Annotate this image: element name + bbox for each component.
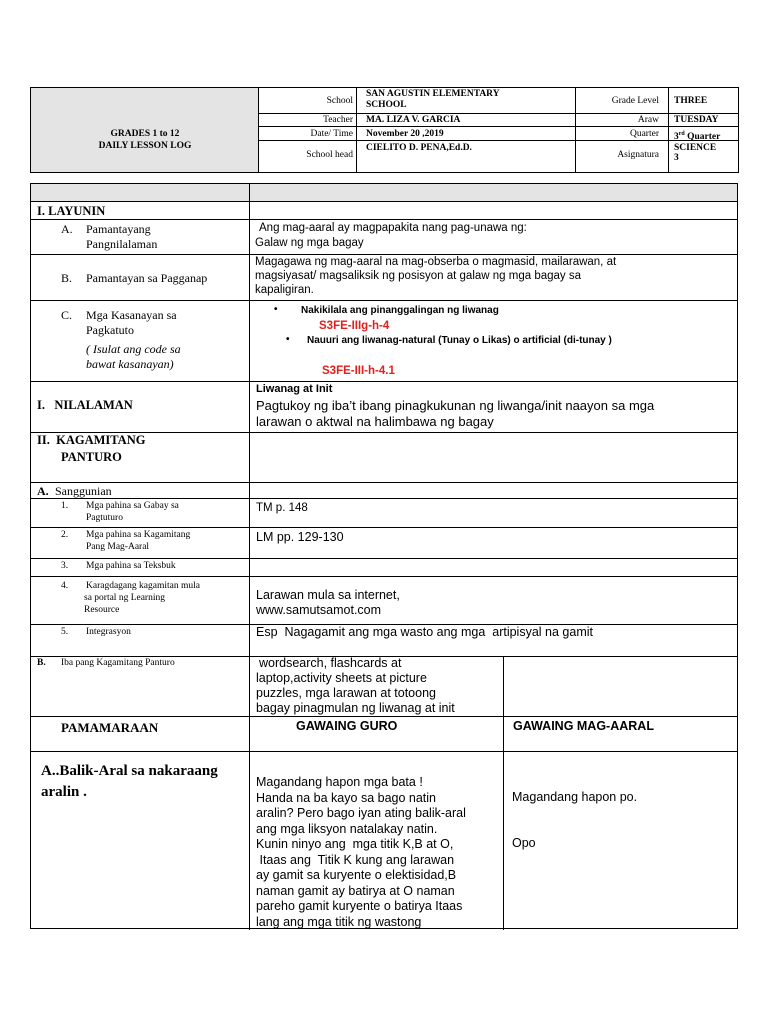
school-label: School	[326, 96, 353, 106]
gawaing-guro-heading: GAWAING GURO	[296, 719, 398, 733]
subject-label: Asignatura	[617, 150, 659, 160]
nilalaman-heading: I. NILALAMAN	[37, 398, 133, 412]
guro-line: naman gamit ay batirya at O naman	[256, 883, 455, 898]
lesson-table	[30, 183, 738, 929]
teacher-value: MA. LIZA V. GARCIA	[366, 115, 461, 125]
quarter-value	[674, 129, 720, 142]
grade-value: THREE	[674, 96, 708, 106]
item-3-num: 3.	[61, 561, 69, 571]
guro-line: Magandang hapon mga bata !	[256, 775, 423, 789]
layunin-c-label-2: Pagkatuto	[86, 323, 134, 337]
teacher-label: Teacher	[323, 115, 353, 125]
magaaral-response-1: Magandang hapon po.	[512, 790, 638, 804]
quarter-label: Quarter	[629, 129, 659, 139]
item-2-num: 2.	[61, 530, 69, 540]
layunin-a-letter: A.	[61, 222, 73, 236]
layunin-a-text-1: Ang mag-aaral ay magpapakita nang pag-unawa ng:	[259, 222, 527, 234]
item-3-label-1: Mga pahina sa Teksbuk	[86, 561, 176, 571]
layunin-b-text-3: kapaligiran.	[255, 284, 314, 296]
table-header-row	[31, 184, 737, 201]
balik-aral-label-1: A..Balik-Aral sa nakaraang	[41, 763, 218, 779]
item-1-label-1: Mga pahina sa Gabay sa	[86, 501, 179, 511]
layunin-b-label: Pamantayan sa Pagganap	[86, 271, 208, 285]
guro-line: Itaas ang Titik K kung ang larawan	[256, 852, 455, 867]
guro-line: pareho gamit kuryente o batirya Itaas	[256, 899, 463, 913]
header-title-line1: GRADES 1 to 12	[110, 129, 180, 139]
item-5-num: 5.	[61, 627, 69, 637]
school-head-value: CIELITO D. PENA,Ed.D.	[366, 143, 472, 153]
gawaing-guro-content	[256, 775, 501, 930]
magaaral-response-2: Opo	[512, 836, 536, 850]
sanggunian-label: Sanggunian	[55, 484, 112, 498]
item-1-value: TM p. 148	[256, 502, 308, 514]
gawaing-magaaral-heading: GAWAING MAG-AARAL	[513, 719, 654, 733]
layunin-b-letter: B.	[61, 271, 73, 285]
pamamaraan-heading: PAMAMARAAN	[61, 720, 159, 735]
kagamitan-heading-1: II. KAGAMITANG	[37, 433, 146, 447]
layunin-c-label-1: Mga Kasanayan sa	[86, 308, 177, 322]
layunin-b-text-2: magsiyasat/ magsaliksik ng posisyon at galaw ng mga bagay sa	[255, 270, 582, 282]
iba-pang-text-1: wordsearch, flashcards at	[259, 656, 402, 670]
item-4-label-1: Karagdagang kagamitan mula	[86, 581, 200, 591]
quarter-word: Quarter	[687, 132, 721, 143]
quarter-suffix: rd	[678, 131, 685, 137]
layunin-c-code-2: S3FE-III-h-4.1	[322, 365, 395, 377]
iba-pang-text-2: laptop,activity sheets at picture	[256, 671, 427, 685]
item-4-value-1: Larawan mula sa internet,	[256, 588, 400, 602]
layunin-c-bullet-1: Nakikilala ang pinanggalingan ng liwanag	[301, 305, 499, 316]
layunin-c-label-3: ( Isulat ang code sa	[86, 342, 181, 356]
item-2-label-2: Pang Mag-Aaral	[86, 542, 150, 552]
layunin-c-code-1: S3FE-IIIg-h-4	[319, 320, 390, 332]
guro-line: Kunin ninyo ang mga titik K,B at O,	[256, 837, 454, 851]
guro-line: ay gamit sa kuryente o elektisidad,B	[256, 868, 457, 882]
layunin-c-label-4: bawat kasanayan)	[86, 357, 174, 371]
guro-line: aralin? Pero bago iyan ating balik-aral	[256, 806, 466, 820]
header-title-cell	[31, 88, 259, 172]
iba-pang-label: Iba pang Kagamitang Panturo	[61, 658, 175, 668]
iba-pang-text-4: bagay pinagmulan ng liwanag at init	[256, 701, 455, 715]
item-1-label-2: Pagtuturo	[86, 513, 123, 523]
item-2-value: LM pp. 129-130	[256, 530, 344, 544]
subject-value-2: 3	[674, 153, 679, 163]
item-4-value-2: www.samutsamot.com	[256, 603, 382, 617]
iba-pang-letter: B.	[37, 658, 46, 668]
header-title-line2: DAILY LESSON LOG	[98, 141, 192, 151]
araw-label: Araw	[637, 115, 659, 125]
layunin-a-label-1: Pamantayang	[86, 222, 151, 236]
grade-label: Grade Level	[611, 96, 659, 106]
layunin-c-bullet-2: Nauuri ang liwanag-natural (Tunay o Likas) o artificial (di-tunay )	[307, 335, 612, 346]
school-head-label: School head	[306, 150, 353, 160]
layunin-b-text-1: Magagawa ng mag-aaral na mag-obserba o magmasid, mailarawan, at	[255, 256, 617, 268]
layunin-a-text-2: Galaw ng mga bagay	[255, 237, 364, 249]
layunin-heading: I. LAYUNIN	[37, 204, 106, 218]
item-5-value: Esp Nagagamit ang mga wasto ang mga artipisyal na gamit	[256, 625, 593, 639]
item-4-label-3: Resource	[84, 605, 120, 615]
sanggunian-letter: A.	[37, 484, 49, 498]
header-table	[30, 87, 739, 173]
item-1-num: 1.	[61, 501, 69, 511]
kagamitan-heading-2: PANTURO	[61, 450, 122, 464]
iba-pang-text-3: puzzles, mga larawan at totoong	[256, 686, 436, 700]
guro-line: lang ang mga titik ng wastong	[256, 914, 422, 929]
date-label: Date/ Time	[310, 129, 353, 139]
bullet-icon: •	[286, 334, 290, 345]
guro-line: ang mga liksyon natalakay natin.	[256, 821, 438, 836]
school-value-2: SCHOOL	[366, 100, 407, 110]
item-4-label-2: sa portal ng Learning	[84, 593, 165, 603]
subject-value-1: SCIENCE	[674, 143, 717, 153]
nilalaman-text-1: Pagtukoy ng iba’t ibang pinagkukunan ng liwanga/init naayon sa mga	[256, 398, 655, 413]
item-5-label-1: Integrasyon	[86, 627, 131, 637]
quarter-number: 3	[674, 132, 679, 143]
araw-value: TUESDAY	[674, 115, 719, 125]
nilalaman-text-2: larawan o aktwal na halimbawa ng bagay	[256, 414, 494, 429]
guro-line: Handa na ba kayo sa bago natin	[256, 790, 436, 805]
item-4-num: 4.	[61, 581, 69, 591]
bullet-icon: •	[274, 304, 278, 315]
balik-aral-label-2: aralin .	[41, 784, 87, 800]
layunin-a-label-2: Pangnilalaman	[86, 237, 158, 251]
item-2-label-1: Mga pahina sa Kagamitang	[86, 530, 191, 540]
school-value-1: SAN AGUSTIN ELEMENTARY	[366, 89, 500, 99]
nilalaman-title: Liwanag at Init	[256, 383, 333, 395]
layunin-c-letter: C.	[61, 308, 73, 322]
date-value: November 20 ,2019	[366, 129, 444, 139]
